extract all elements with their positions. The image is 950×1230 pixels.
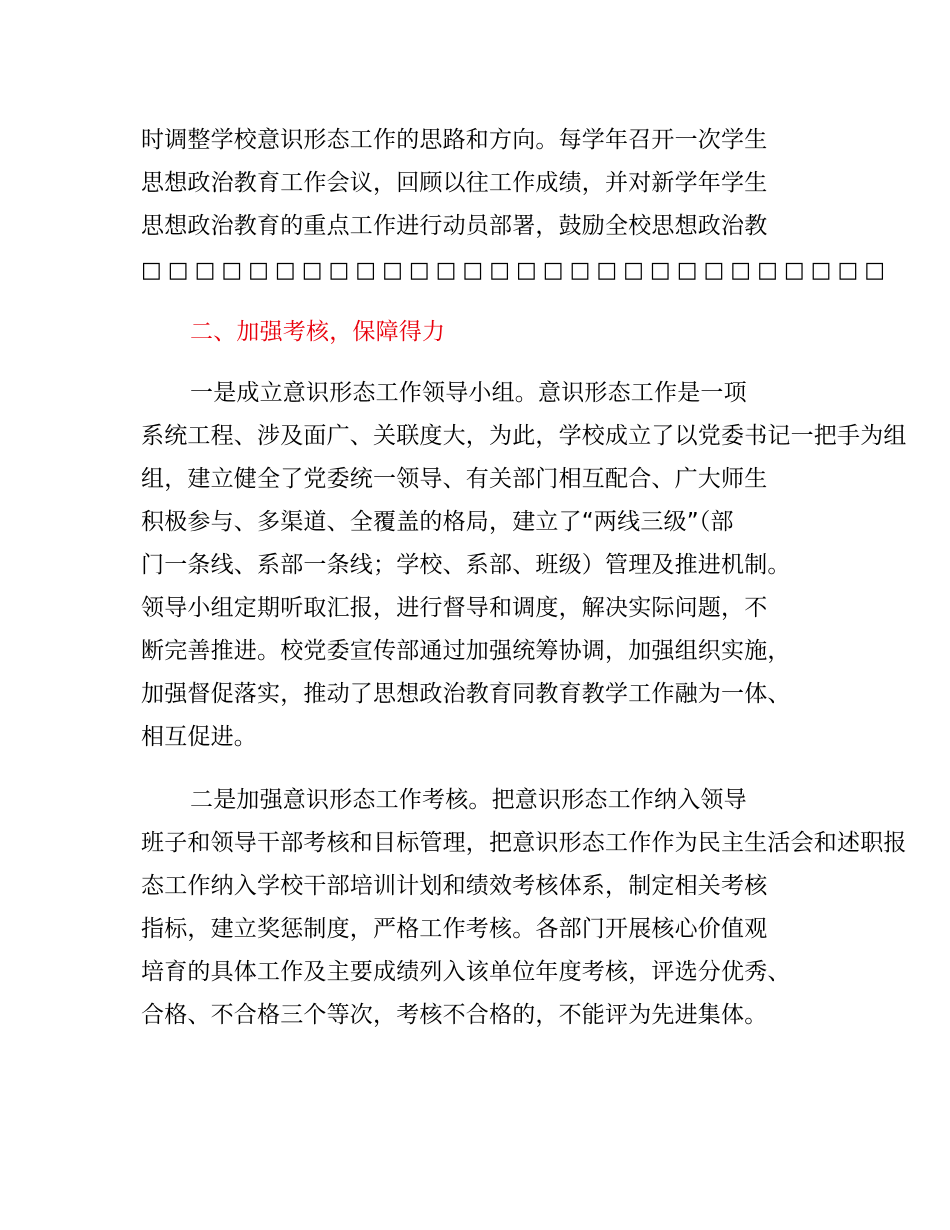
paragraph-line: 断完善推进。校党委宣传部通过加强统筹协调，加强组织实施， xyxy=(141,638,791,664)
paragraph-line: 思想政治教育工作会议，回顾以往工作成绩，并对新学年学生 xyxy=(141,170,768,196)
paragraph-line: 一是成立意识形态工作领导小组。意识形态工作是一项 xyxy=(190,380,747,406)
paragraph-line: 时调整学校意识形态工作的思路和方向。每学年召开一次学生 xyxy=(141,127,768,153)
paragraph-line: 系统工程、涉及面广、关联度大，为此，学校成立了以党委书记一把手为组 xyxy=(141,423,907,449)
paragraph-line: 班子和领导干部考核和目标管理，把意识形态工作作为民主生活会和述职报 xyxy=(141,830,907,856)
paragraph-line: 相互促进。 xyxy=(141,724,257,750)
paragraph-line: 思想政治教育的重点工作进行动员部署，鼓励全校思想政治教 xyxy=(141,213,768,239)
paragraph-line: 组，建立健全了党委统一领导、有关部门相互配合、广大师生 xyxy=(141,466,768,492)
section-heading: 二、加强考核，保障得力 xyxy=(190,319,446,345)
paragraph-line: 加强督促落实，推动了思想政治教育同教育教学工作融为一体、 xyxy=(141,681,791,707)
garbled-text-line: □□□□□□□□□□□□□□□□□□□□□□□□□□□□ xyxy=(141,258,892,283)
paragraph-line: 领导小组定期听取汇报，进行督导和调度，解决实际问题，不 xyxy=(141,595,768,621)
paragraph-line: 态工作纳入学校干部培训计划和绩效考核体系，制定相关考核 xyxy=(141,873,768,899)
paragraph-line: 培育的具体工作及主要成绩列入该单位年度考核，评选分优秀、 xyxy=(141,959,791,985)
paragraph-line: 指标，建立奖惩制度，严格工作考核。各部门开展核心价值观 xyxy=(141,916,768,942)
paragraph-line: 积极参与、多渠道、全覆盖的格局，建立了“两线三级”（部 xyxy=(141,509,734,535)
paragraph-line: 二是加强意识形态工作考核。把意识形态工作纳入领导 xyxy=(190,787,747,813)
paragraph-line: 门一条线、系部一条线；学校、系部、班级）管理及推进机制。 xyxy=(141,552,791,578)
paragraph-line: 合格、不合格三个等次，考核不合格的，不能评为先进集体。 xyxy=(141,1002,768,1028)
